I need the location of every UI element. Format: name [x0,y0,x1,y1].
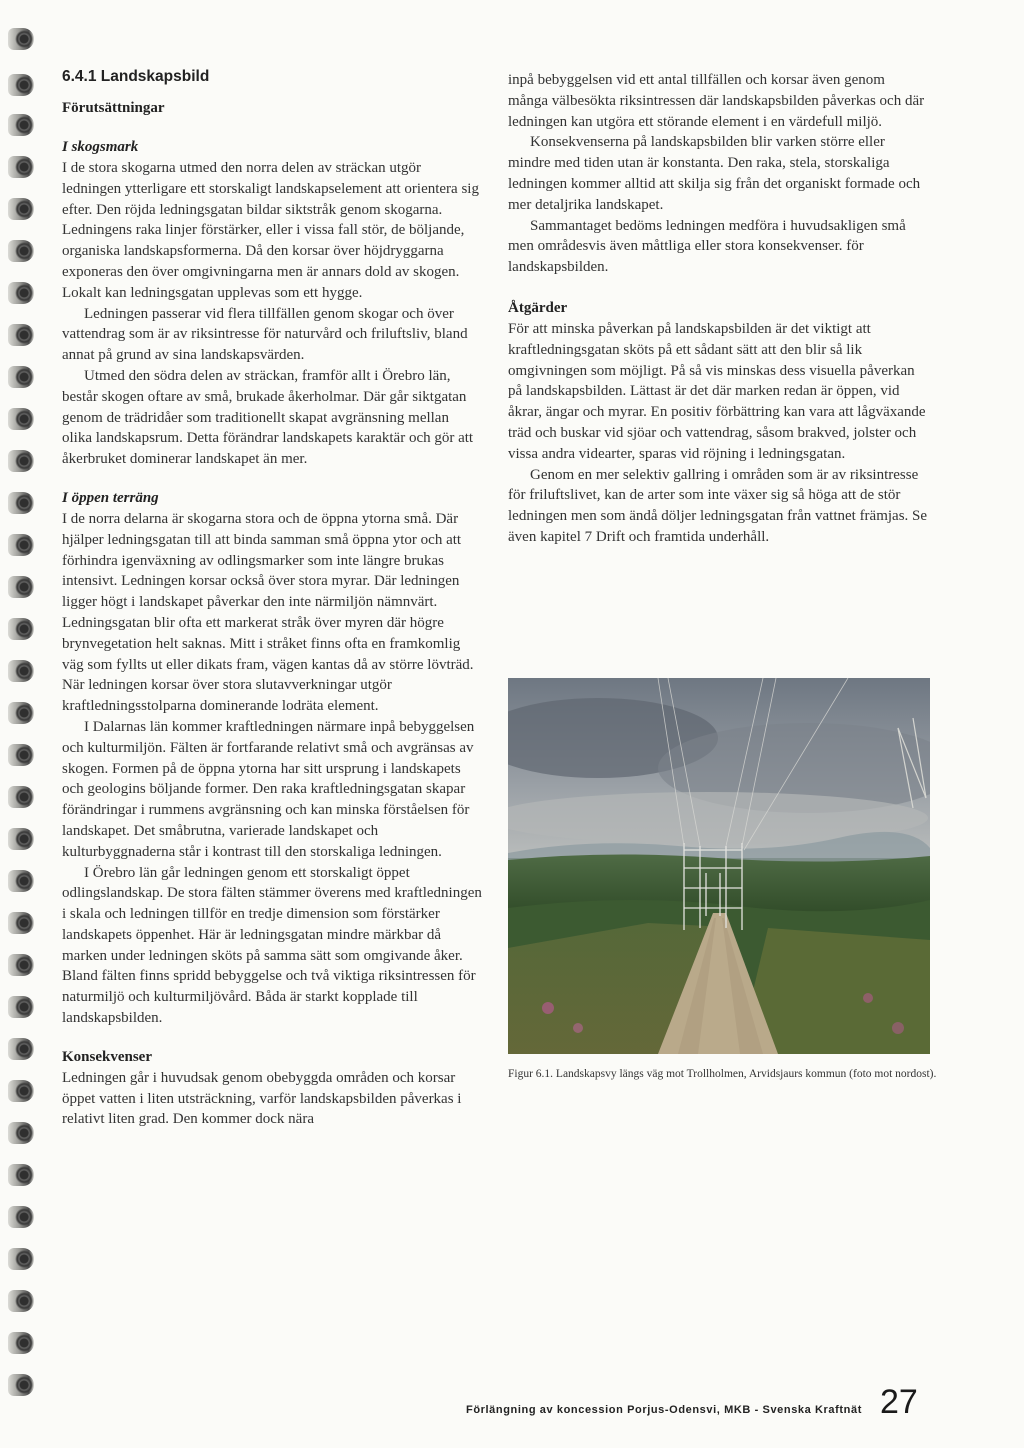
binder-hole-icon [8,996,34,1018]
spacer [62,470,482,484]
paragraph-oppen-1: I de norra delarna är skogarna stora och de öppna ytorna små. Där hjälper ledningsgatan till att binda samman små öppna ytor och att förhindra igenväxning av odlingsmarker som inte längre brukas intensivt. Ledningen korsar också över stora myrar. Där ledningen ligger högt i landskapet påverkar den inte närmiljön nämnvärt. Ledningsgatan blir ofta ett markerat stråk över myren där högre brynvegetation helt saknas. Mitt i stråket finns ofta en framkomlig väg som fyllts ut eller dikats fram, vägen kantas då av större lövträd. När ledningen korsar över stora slutavverkningar utgör kraftledningsstolparna dominerande lodräta element. [62,510,474,715]
binder-hole-icon [8,156,34,178]
binder-hole-icon [8,1080,34,1102]
paragraph-skogsmark-3: Utmed den södra delen av sträckan, framför allt i Örebro län, består skogen oftare av små, brukade åkerholmar. Där går siktgatan genom de trädridåer som traditionellt skapat avgränsning mellan olika landskapsrum. Detta förändrar landskapets karaktär och gör att åkerbruket dominerar landskapet än mer. [62,367,474,468]
binder-hole-icon [8,28,34,50]
landscape-photo [508,678,930,1054]
heading-forutsattningar: Förutsättningar [62,100,165,116]
paragraph-oppen-2: I Dalarnas län kommer kraftledningen närmare inpå bebyggelsen och kulturmiljön. Fälten är fortfarande relativt små och avgränsas av skogen. Formen på de öppna ytorna har sitt ursprung i landskapets och geologins böljande former. Den raka kraftledningsgatan skapar förändringar i rummens avgränsning och kan minska förståelsen för landskapet. Det småbrutna, varierade landskapet och kulturbyggnaderna står i kontrast till den storskaliga ledningen. [62,718,475,860]
landscape-photo-illustration [508,678,930,1054]
binder-hole-icon [8,324,34,346]
left-column [62,66,482,1130]
paragraph-oppen-3: I Örebro län går ledningen genom ett storskaligt öppet odlingslandskap. De stora fälten stämmer överens med kraftledningen i skala och ledningen tillför en tredje dimension som förstärker landskapets öppenhet. Här är ledningsgatan mindre märkbar då marken under ledningen sköts på samma sätt som omgivande åker. Bland fälten finns spridd bebyggelse och två viktiga riksintressen för naturmiljö och kulturmiljövård. Båda är starkt kopplade till landskapsbilden. [62,864,482,1027]
section-title: 6.4.1 Landskapsbild [62,68,210,85]
paragraph-skogsmark-1: I de stora skogarna utmed den norra delen av sträckan utgör ledningen ytterligare ett storskaligt landskapselement att orientera sig efter. Den röjda ledningsgatan bildar siktstråk genom skogarna. Ledningens raka linjer förstärker, eller i vissa fall stör, de böljande, organiska landskapsformerna. Då den korsar över höjdryggarna exponeras den över omgivningarna men är annars dold av skogen. Lokalt kan ledningsgatan upplevas som ett hygge. [62,160,479,301]
figure-caption: Figur 6.1. Landskapsvy längs väg mot Trollholmen, Arvidsjaurs kommun (foto mot nordost). [508,1068,937,1080]
paragraph-skogsmark-2: Ledningen passerar vid flera tillfällen genom skogar och över vattendrag som är av riksintresse för naturvård och friluftsliv, bland annat på grund av sina landskapsvärden. [62,305,468,364]
binder-hole-icon [8,576,34,598]
footer-text: Förlängning av koncession Porjus-Odensvi, MKB - Svenska Kraftnät [466,1404,862,1416]
paragraph-konsekvenser-3: Sammantaget bedöms ledningen medföra i huvudsakligen små men områdesvis även måttliga eller stora konsekvenser. för landskapsbilden. [508,217,906,276]
spacer [508,278,928,292]
binder-hole-icon [8,74,34,96]
heading-skogsmark: I skogsmark [62,139,139,155]
paragraph-konsekvenser-1: Ledningen går i huvudsak genom obebyggda områden och korsar öppet vatten i liten utsträckning, varför landskapsbilden påverkas i relativt liten grad. Den kommer dock nära [62,1069,462,1128]
right-column [508,70,928,548]
spacer [62,119,482,133]
binder-hole-icon [8,1248,34,1270]
binder-hole-icon [8,954,34,976]
spacer [62,1029,482,1047]
binder-hole-icon [8,744,34,766]
binder-hole-icon [8,114,34,136]
binder-hole-icon [8,450,34,472]
binder-hole-icon [8,1122,34,1144]
binder-hole-icon [8,1332,34,1354]
binder-hole-icon [8,240,34,262]
heading-oppen-terrang: I öppen terräng [62,489,159,506]
binder-hole-icon [8,618,34,640]
binder-hole-icon [8,786,34,808]
heading-atgarder: Åtgärder [508,299,568,316]
binder-hole-icon [8,198,34,220]
binder-hole-icon [8,534,34,556]
binder-hole-icon [8,870,34,892]
binder-hole-icon [8,702,34,724]
binder-hole-icon [8,1206,34,1228]
paragraph-atgarder-2: Genom en mer selektiv gallring i områden som är av riksintresse för friluftslivet, kan de arter som inte växer sig så höga att de stör ledningen men som ändå döljer ledningsgatan från vattnet främjas. Se även kapitel 7 Drift och framtida underhåll. [508,466,928,545]
binder-hole-icon [8,912,34,934]
paragraph-konsekvenser-2: Konsekvenserna på landskapsbilden blir varken större eller mindre med tiden utan är konstanta. Den raka, stela, storskaliga ledningen kommer alltid att skilja sig från det organiskt formade och mer detaljrika landskapet. [508,134,921,213]
binder-hole-icon [8,1374,34,1396]
binder-hole-icon [8,1164,34,1186]
binder-hole-icon [8,408,34,430]
paragraph-atgarder-1: För att minska påverkan på landskapsbilden är det viktigt att kraftledningsgatan sköts på ett sådant sätt att den blir så lik omgivningen som möjligt. På så vis minskas dess visuella påverkan på landskapsbilden. Lättast är det där marken redan är öppen, vid åkrar, ängar och myrar. En positiv förbättring kan vara att lågväxande träd och buskar vid sjöar och vattendrag, såsom brakved, jolster och vissa andra videarter, sparas vid röjning i ledningsgatan. [508,320,926,462]
binder-holes [0,0,50,1448]
heading-konsekvenser: Konsekvenser [62,1048,152,1065]
binder-hole-icon [8,1038,34,1060]
paragraph-konsekvenser-1-cont: inpå bebyggelsen vid ett antal tillfällen och korsar även genom många välbesökta riksintressen där landskapsbilden påverkas och där ledningen kan utgöra ett störande element i en värdefull miljö. [508,72,925,130]
binder-hole-icon [8,828,34,850]
binder-hole-icon [8,492,34,514]
page-number: 27 [880,1383,918,1421]
binder-hole-icon [8,660,34,682]
binder-hole-icon [8,366,34,388]
binder-hole-icon [8,282,34,304]
binder-hole-icon [8,1290,34,1312]
